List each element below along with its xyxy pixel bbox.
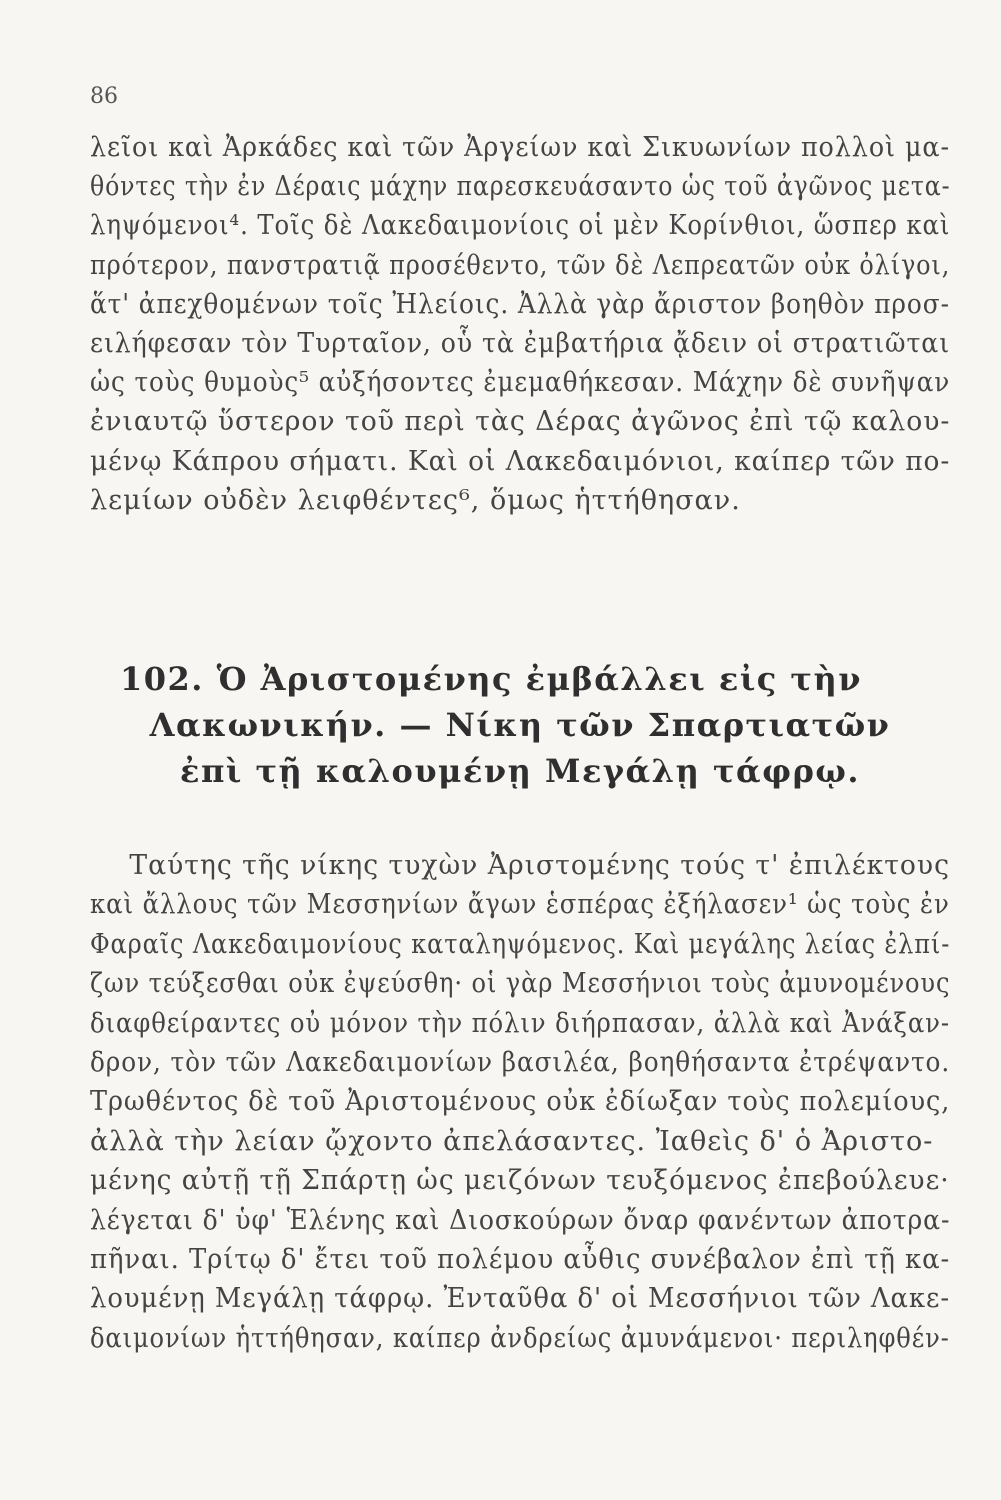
page-number: 86 — [90, 84, 118, 109]
text-line: καὶ ἄλλους τῶν Μεσσηνίων ἄγων ἑσπέρας ἐξήλασεν¹ ὡς τοὺς ἐν — [90, 889, 950, 921]
text-line: ἐνιαυτῷ ὕστερον τοῦ περὶ τὰς Δέρας ἀγῶνος ἐπὶ τῷ καλου- — [90, 406, 951, 438]
heading-line: ἐπὶ τῇ καλουμένῃ Μεγάλῃ τάφρῳ. — [180, 752, 860, 790]
text-line: ὡς τοὺς θυμοὺς⁵ αὐξήσοντες ἐμεμαθήκεσαν. Μάχην δὲ συνῆψαν — [90, 367, 951, 399]
paragraph-continued — [90, 128, 950, 520]
text-line: δαιμονίων ἡττήθησαν, καίπερ ἀνδρείως ἀμυνάμενοι· περιληφθέν- — [90, 1322, 950, 1354]
text-line: λεῖοι καὶ Ἀρκάδες καὶ τῶν Ἀργείων καὶ Σικυωνίων πολλοὶ μα- — [90, 132, 950, 163]
text-line: διαφθείραντες οὐ μόνον τὴν πόλιν διήρπασαν, ἀλλὰ καὶ Ἀνάξαν- — [90, 1007, 950, 1039]
text-line: ζων τεύξεσθαι οὐκ ἐψεύσθη· οἱ γὰρ Μεσσήνιοι τοὺς ἀμυνομένους — [90, 968, 951, 1000]
text-line: λεμίων οὐδὲν λειφθέντες⁶, ὅμως ἡττήθησαν. — [90, 484, 741, 516]
heading-line: Λακωνικήν. — Νίκη τῶν Σπαρτιατῶν — [149, 706, 891, 744]
text-line: δρον, τὸν τῶν Λακεδαιμονίων βασιλέα, βοηθήσαντα ἐτρέψαντο. — [90, 1046, 951, 1078]
text-line: ἀλλὰ τὴν λείαν ᾤχοντο ἀπελάσαντες. Ἰαθεὶς δ' ὁ Ἀριστο- — [90, 1125, 934, 1157]
text-line: Τρωθέντος δὲ τοῦ Ἀριστομένους οὐκ ἐδίωξαν τοὺς πολεμίους, — [90, 1086, 951, 1118]
text-line: μένῳ Κάπρου σήματι. Καὶ οἱ Λακεδαιμόνιοι, καίπερ τῶν πο- — [90, 445, 951, 477]
section-heading — [90, 656, 950, 794]
text-line: πρότερον, πανστρατιᾷ προσέθεντο, τῶν δὲ Λεπρεατῶν οὐκ ὀλίγοι, — [90, 249, 951, 281]
heading-line: 102. Ὁ Ἀριστομένης ἐμβάλλει εἰς τὴν — [120, 660, 862, 698]
text-line: μένης αὐτῇ τῇ Σπάρτῃ ὡς μειζόνων τευξόμενος ἐπεβούλευε· — [90, 1165, 950, 1197]
text-line: Ταύτης τῆς νίκης τυχὼν Ἀριστομένης τούς τ' ἐπιλέκτους — [129, 850, 950, 881]
text-line: ἅτ' ἀπεχθομένων τοῖς Ἠλείοις. Ἀλλὰ γὰρ ἄριστον βοηθὸν προσ- — [90, 288, 950, 320]
text-line: θόντες τὴν ἐν Δέραις μάχην παρεσκευάσαντο ὡς τοῦ ἀγῶνος μετα- — [90, 171, 951, 203]
text-line: λουμένῃ Μεγάλῃ τάφρῳ. Ἐνταῦθα δ' οἱ Μεσσήνιοι τῶν Λακε- — [90, 1283, 951, 1315]
text-line: Φαραῖς Λακεδαιμονίους καταληψόμενος. Καὶ μεγάλης λείας ἐλπί- — [90, 928, 951, 960]
text-line: ειλήφεσαν τὸν Τυρταῖον, οὗ τὰ ἐμβατήρια ᾄδειν οἱ στρατιῶται — [90, 327, 951, 359]
text-line: ληψόμενοι⁴. Τοῖς δὲ Λακεδαιμονίοις οἱ μὲν Κορίνθιοι, ὥσπερ καὶ — [90, 210, 951, 242]
paragraph-section-102 — [90, 846, 950, 1358]
text-line: πῆναι. Τρίτῳ δ' ἔτει τοῦ πολέμου αὖθις συνέβαλον ἐπὶ τῇ κα- — [90, 1243, 951, 1275]
text-line: λέγεται δ' ὑφ' Ἑλένης καὶ Διοσκούρων ὄναρ φανέντων ἀποτρα- — [90, 1204, 951, 1236]
